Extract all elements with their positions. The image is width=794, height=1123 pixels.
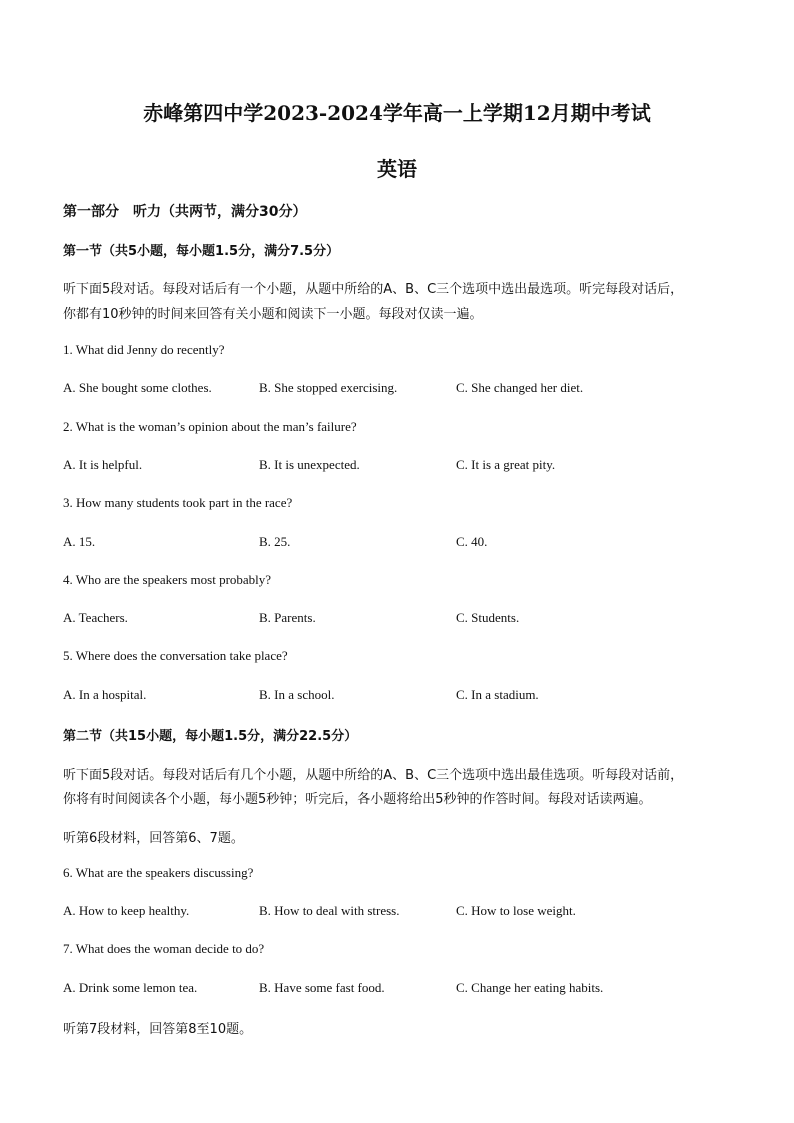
option-a: A. Teachers.	[63, 610, 128, 625]
section1-instruction-line: 听下面5段对话。每段对话后有一个小题，从题中所给的A、B、C三个选项中选出最选项。听完每段对话后，	[63, 282, 684, 297]
option-a: A. How to keep healthy.	[63, 903, 190, 918]
question-stem: 2. What is the woman’s opinion about the man’s failure?	[63, 419, 357, 434]
material-note: 听第6段材料，回答第6、7题。	[63, 831, 244, 846]
question-stem: 5. Where does the conversation take place?	[63, 648, 288, 663]
option-b: B. It is unexpected.	[259, 457, 360, 472]
option-a: A. She bought some clothes.	[63, 380, 212, 395]
option-b: B. How to deal with stress.	[259, 903, 400, 918]
option-c: C. Students.	[456, 610, 520, 625]
option-c: C. How to lose weight.	[456, 903, 576, 918]
option-b: B. Parents.	[259, 610, 316, 625]
question-stem: 3. How many students took part in the race?	[63, 495, 293, 510]
option-b: B. She stopped exercising.	[259, 380, 398, 395]
option-a: A. It is helpful.	[63, 457, 143, 472]
option-b: B. Have some fast food.	[259, 980, 385, 995]
section2-heading: 第二节（共15小题，每小题1.5分，满分22.5分）	[63, 729, 358, 744]
section1-heading: 第一节（共5小题，每小题1.5分，满分7.5分）	[63, 244, 340, 259]
question-stem: 6. What are the speakers discussing?	[63, 865, 254, 880]
option-c: C. It is a great pity.	[456, 457, 556, 472]
option-a: A. Drink some lemon tea.	[63, 980, 198, 995]
option-b: B. 25.	[259, 534, 291, 549]
option-a: A. In a hospital.	[63, 687, 147, 702]
section2-instruction-line: 你将有时间阅读各个小题，每小题5秒钟；听完后，各小题将给出5秒钟的作答时间。每段对话读两遍。	[63, 792, 652, 807]
material-note: 听第7段材料，回答第8至10题。	[63, 1022, 253, 1037]
question-stem: 4. Who are the speakers most probably?	[63, 572, 272, 587]
option-c: C. Change her eating habits.	[456, 980, 604, 995]
question-stem: 7. What does the woman decide to do?	[63, 941, 265, 956]
part-heading: 第一部分 听力（共两节，满分30分）	[63, 204, 307, 220]
question-stem: 1. What did Jenny do recently?	[63, 342, 225, 357]
exam-title: 赤峰第四中学2023-2024学年高一上学期12月期中考试	[143, 101, 651, 125]
option-c: C. 40.	[456, 534, 488, 549]
section1-instruction-line: 你都有10秒钟的时间来回答有关小题和阅读下一小题。每段对仅读一遍。	[63, 307, 483, 322]
option-c: C. In a stadium.	[456, 687, 539, 702]
section2-instruction-line: 听下面5段对话。每段对话后有几个小题，从题中所给的A、B、C三个选项中选出最佳选项。听每段对话前，	[63, 768, 684, 783]
option-b: B. In a school.	[259, 687, 335, 702]
option-a: A. 15.	[63, 534, 96, 549]
option-c: C. She changed her diet.	[456, 380, 584, 395]
subject-title: 英语	[377, 157, 417, 181]
